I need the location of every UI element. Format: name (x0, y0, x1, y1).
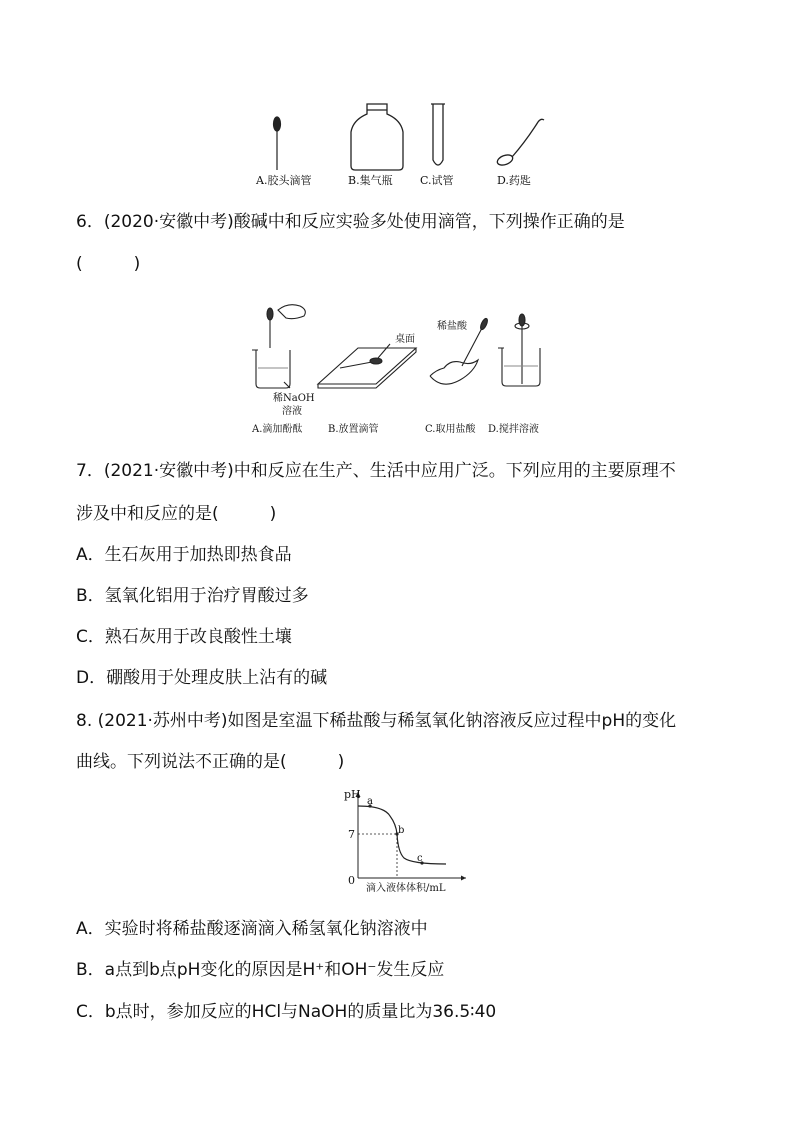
q8-option-c: C．b点时，参加反应的HCl与NaOH的质量比为36.5∶40 (76, 1002, 497, 1022)
dropper-icon (274, 117, 281, 170)
y-axis-label: pH (344, 788, 361, 801)
origin-label: 0 (348, 874, 355, 887)
q8-option-a: A．实验时将稀盐酸逐滴滴入稀氢氧化钠溶液中 (76, 919, 428, 939)
label-naoh-2: 溶液 (282, 406, 302, 417)
label-option-b: B.放置滴管 (328, 424, 379, 435)
label-dropper: A.胶头滴管 (256, 174, 312, 187)
point-a-label: a (367, 796, 373, 807)
q6-answer-paren: ( ) (76, 254, 141, 274)
q8-stem-line1: 8. (2021·苏州中考)如图是室温下稀盐酸与稀氢氧化钠溶液反应过程中pH的变化 (76, 711, 677, 731)
spoon-icon (496, 119, 544, 167)
q7-option-b: B．氢氧化铝用于治疗胃酸过多 (76, 586, 309, 606)
beaker-dropper-icon (252, 305, 305, 388)
q7-stem-line2: 涉及中和反应的是( ) (76, 504, 277, 524)
label-test-tube: C.试管 (420, 174, 454, 187)
gas-bottle-icon (351, 104, 403, 170)
table-dropper-icon (318, 344, 416, 388)
point-c-label: c (417, 853, 423, 864)
y-tick-7: 7 (348, 828, 355, 841)
q7-option-c: C．熟石灰用于改良酸性土壤 (76, 627, 292, 647)
x-axis-label: 滴入液体体积/mL (366, 883, 446, 894)
label-gas-bottle: B.集气瓶 (348, 174, 393, 187)
q8-stem-line2: 曲线。下列说法不正确的是( ) (76, 752, 345, 772)
label-option-c: C.取用盐酸 (425, 424, 476, 435)
q6-drawing (250, 292, 550, 404)
label-table: 桌面 (395, 334, 415, 345)
label-option-a: A.滴加酚酞 (252, 424, 303, 435)
label-naoh-1: 稀NaOH (273, 393, 315, 404)
q7-option-d: D．硼酸用于处理皮肤上沾有的碱 (76, 668, 328, 688)
label-option-d: D.搅拌溶液 (488, 424, 539, 435)
q8-option-b: B．a点到b点pH变化的原因是H⁺和OH⁻发生反应 (76, 960, 445, 980)
apparatus-drawing (255, 100, 555, 172)
stir-beaker-icon (498, 314, 540, 386)
x-axis-arrow (461, 876, 466, 881)
test-tube-icon (431, 104, 445, 165)
label-dilute-hcl: 稀盐酸 (437, 321, 467, 332)
q7-option-a: A．生石灰用于加热即热食品 (76, 545, 292, 565)
q6-stem: 6．(2020·安徽中考)酸碱中和反应实验多处使用滴管，下列操作正确的是 (76, 212, 625, 232)
point-b-label: b (398, 825, 405, 836)
label-spoon: D.药匙 (497, 174, 531, 187)
q7-stem-line1: 7．(2021·安徽中考)中和反应在生产、生活中应用广泛。下列应用的主要原理不 (76, 461, 676, 481)
